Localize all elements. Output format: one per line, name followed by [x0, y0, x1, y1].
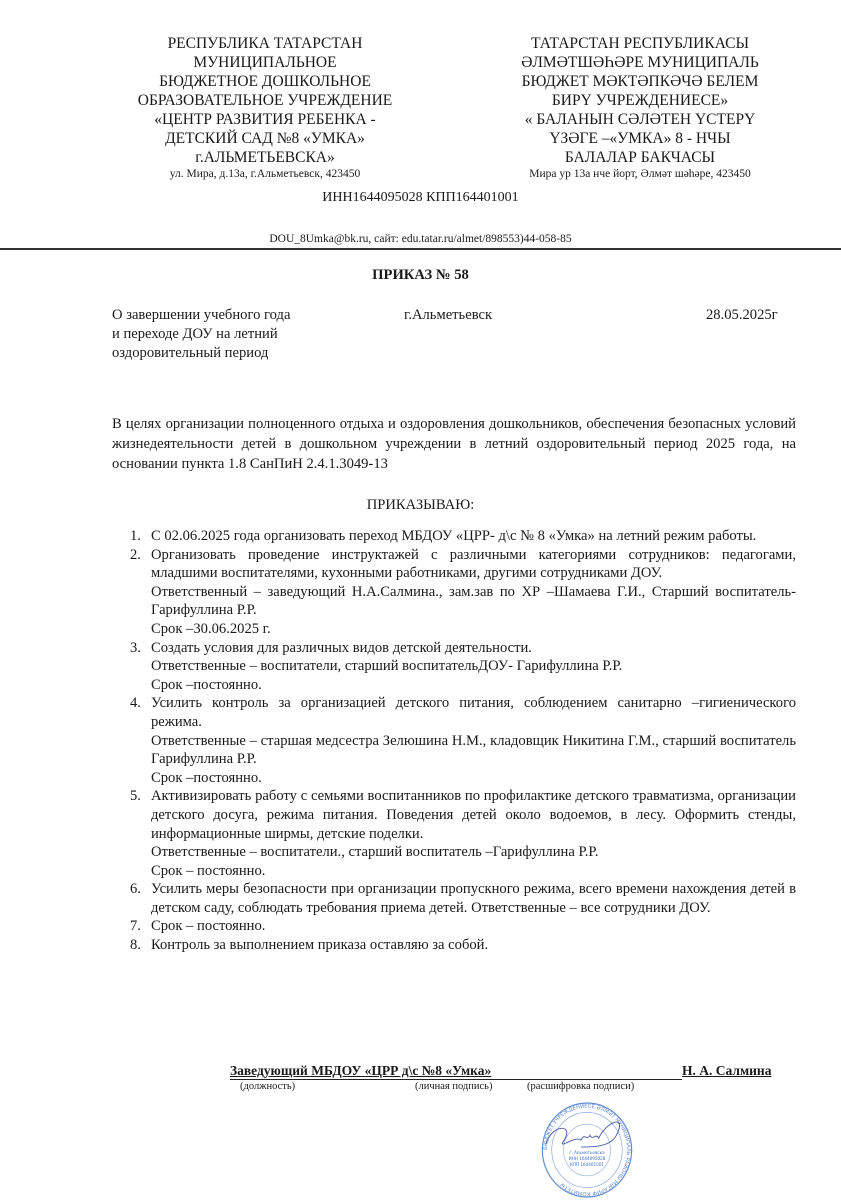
header-line: БЮДЖЕТ МӘКТӘПКӘЧӘ БЕЛЕМ: [521, 73, 759, 90]
subject-line: и переходе ДОУ на летний: [112, 326, 278, 342]
order-item: [110, 936, 796, 955]
item-number: 4.: [130, 695, 141, 712]
item-text: Ответственный – заведующий Н.А.Салмина., зам.зав по ХР –Шамаева Г.И., Старший воспитатель- Гарифуллина Р.Р.: [151, 583, 796, 619]
right-address: Мира ур 13а нче йорт, Әлмәт шәһәре, 423450: [529, 168, 751, 180]
order-subject: [112, 306, 290, 363]
header-line: ТАТАРСТАН РЕСПУБЛИКАСЫ: [531, 35, 749, 52]
header-left: [120, 34, 410, 182]
signature-line: [230, 1079, 682, 1080]
item-text: Усилить меры безопасности при организации пропускного режима, всего времени нахождения детей в детском саду, соблюдать требования приема детей. Ответственные – все сотрудники ДОУ.: [151, 881, 796, 916]
order-item: [110, 787, 796, 880]
item-text: С 02.06.2025 года организовать переход МБДОУ «ЦРР- д\с № 8 «Умка» на летний режим работы.: [151, 528, 757, 544]
svg-text:г. Альметьевска: г. Альметьевска: [569, 1150, 605, 1156]
item-text: Срок –30.06.2025 г.: [151, 620, 271, 637]
order-item: [110, 546, 796, 639]
item-number: 7.: [130, 918, 141, 935]
signature-name: Н. А. Салмина: [682, 1063, 772, 1078]
inn-kpp: ИНН1644095028 КПП164401001: [322, 190, 519, 205]
item-text: Активизировать работу с семьями воспитанников по профилактике детского травматизма, организации детского досуга, режима питания. Поведения детей около водоемов, в лесу. Оформить стенды, информационные ширмы, детские поделки.: [151, 788, 796, 842]
order-date: 28.05.2025г: [706, 307, 778, 323]
handwritten-signature: [546, 1122, 620, 1147]
item-number: 8.: [130, 937, 141, 954]
item-text: Ответственные – старшая медсестра Зелюшина Н.М., кладовщик Никитина Г.М., старший воспитатель Гарифуллина Р.Р.: [151, 732, 796, 768]
header-line: БЮДЖЕТНОЕ ДОШКОЛЬНОЕ: [159, 73, 371, 90]
header-right: [490, 34, 790, 182]
official-stamp: [540, 1100, 634, 1200]
order-item: [110, 880, 796, 917]
order-item: [110, 527, 796, 546]
item-text: Усилить контроль за организацией детского питания, соблюдением санитарно –гигиенического режима.: [151, 695, 796, 730]
item-text: Контроль за выполнением приказа оставляю за собой.: [151, 937, 489, 954]
item-text: Срок – постоянно.: [151, 918, 266, 935]
preamble: В целях организации полноценного отдыха и оздоровления дошкольников, обеспечения безопасных условий жизнедеятельности детей в дошкольном учреждении в летний оздоровительный период 2025 года, на основании пункта 1.8 СанПиН 2.4.1.3049-13: [112, 416, 796, 472]
header-line: БАЛАЛАР БАКЧАСЫ: [564, 149, 716, 166]
order-item: [110, 639, 796, 695]
header-line: ОБРАЗОВАТЕЛЬНОЕ УЧРЕЖДЕНИЕ: [137, 92, 393, 109]
item-text: Ответственные – воспитатели., старший воспитатель –Гарифуллина Р.Р.: [151, 844, 599, 861]
item-text: Организовать проведение инструктажей с различными категориями сотрудников: педагогами, младшими воспитателями, кухонными работниками, другими сотрудниками ДОУ.: [151, 546, 796, 582]
svg-text:БЮДЖЕТ УЧРЕЖДЕНИЕСЕ ӘЛМӘТ МУНИ: БЮДЖЕТ УЧРЕЖДЕНИЕСЕ ӘЛМӘТ МУНИЦИПАЛЬ РАЙОНЫ МӘГАРИФ КОМИТЕТЫ: [543, 1103, 631, 1197]
item-number: 5.: [130, 788, 141, 805]
item-number: 3.: [130, 639, 141, 656]
signature-position: Заведующий МБДОУ «ЦРР д\с №8 «Умка»: [230, 1063, 492, 1078]
header-line: « БАЛАНЫН СӘЛӘТЕН ҮСТЕРҮ: [524, 111, 756, 128]
header-line: ДЕТСКИЙ САД №8 «УМКА»: [165, 130, 365, 147]
caption-decode: (расшифровка подписи): [527, 1081, 635, 1092]
header-line: ӘЛМӘТШӘҺӘРЕ МУНИЦИПАЛЬ: [521, 54, 759, 71]
order-city: г.Альметьевск: [404, 307, 493, 323]
item-text: Ответственные – воспитатели, старший воспитательДОУ- Гарифуллина Р.Р.: [151, 658, 623, 675]
svg-text:ИНН 1644095028: ИНН 1644095028: [568, 1155, 606, 1161]
item-text: Срок –постоянно.: [151, 769, 262, 786]
caption-position: (должность): [240, 1081, 296, 1092]
item-number: 6.: [130, 881, 141, 898]
header-divider: [0, 248, 841, 250]
header-line: ҮЗӘГЕ –«УМКА» 8 - НЧЫ: [549, 130, 731, 147]
order-item: [110, 917, 796, 936]
subject-line: О завершении учебного года: [112, 307, 291, 323]
order-item: [110, 694, 796, 787]
item-text: Создать условия для различных видов детской деятельности.: [151, 639, 532, 656]
contacts: DOU_8Umka@bk.ru, сайт: edu.tatar.ru/almet/898553)44-058-85: [269, 233, 572, 245]
order-items: [110, 527, 796, 955]
item-text: Срок – постоянно.: [151, 862, 266, 879]
header-line: «ЦЕНТР РАЗВИТИЯ РЕБЕНКА -: [154, 111, 376, 128]
caption-signature: (личная подпись): [415, 1081, 493, 1092]
header-line: РЕСПУБЛИКА ТАТАРСТАН: [167, 35, 363, 52]
header-line: МУНИЦИПАЛЬНОЕ: [193, 54, 337, 71]
left-address: ул. Мира, д.13а, г.Альметьевск, 423450: [169, 168, 361, 180]
header-line: БИРҮ УЧРЕЖДЕНИЕСЕ»: [551, 92, 729, 109]
item-text: Срок –постоянно.: [151, 676, 262, 693]
item-number: 1.: [130, 528, 141, 544]
order-title: ПРИКАЗ № 58: [372, 267, 469, 283]
svg-text:КПП 164401001: КПП 164401001: [570, 1161, 604, 1167]
item-number: 2.: [130, 546, 141, 563]
subject-line: оздоровительный период: [112, 345, 269, 361]
header-line: г.АЛЬМЕТЬЕВСКА»: [195, 149, 335, 166]
decree-word: ПРИКАЗЫВАЮ:: [366, 497, 475, 513]
